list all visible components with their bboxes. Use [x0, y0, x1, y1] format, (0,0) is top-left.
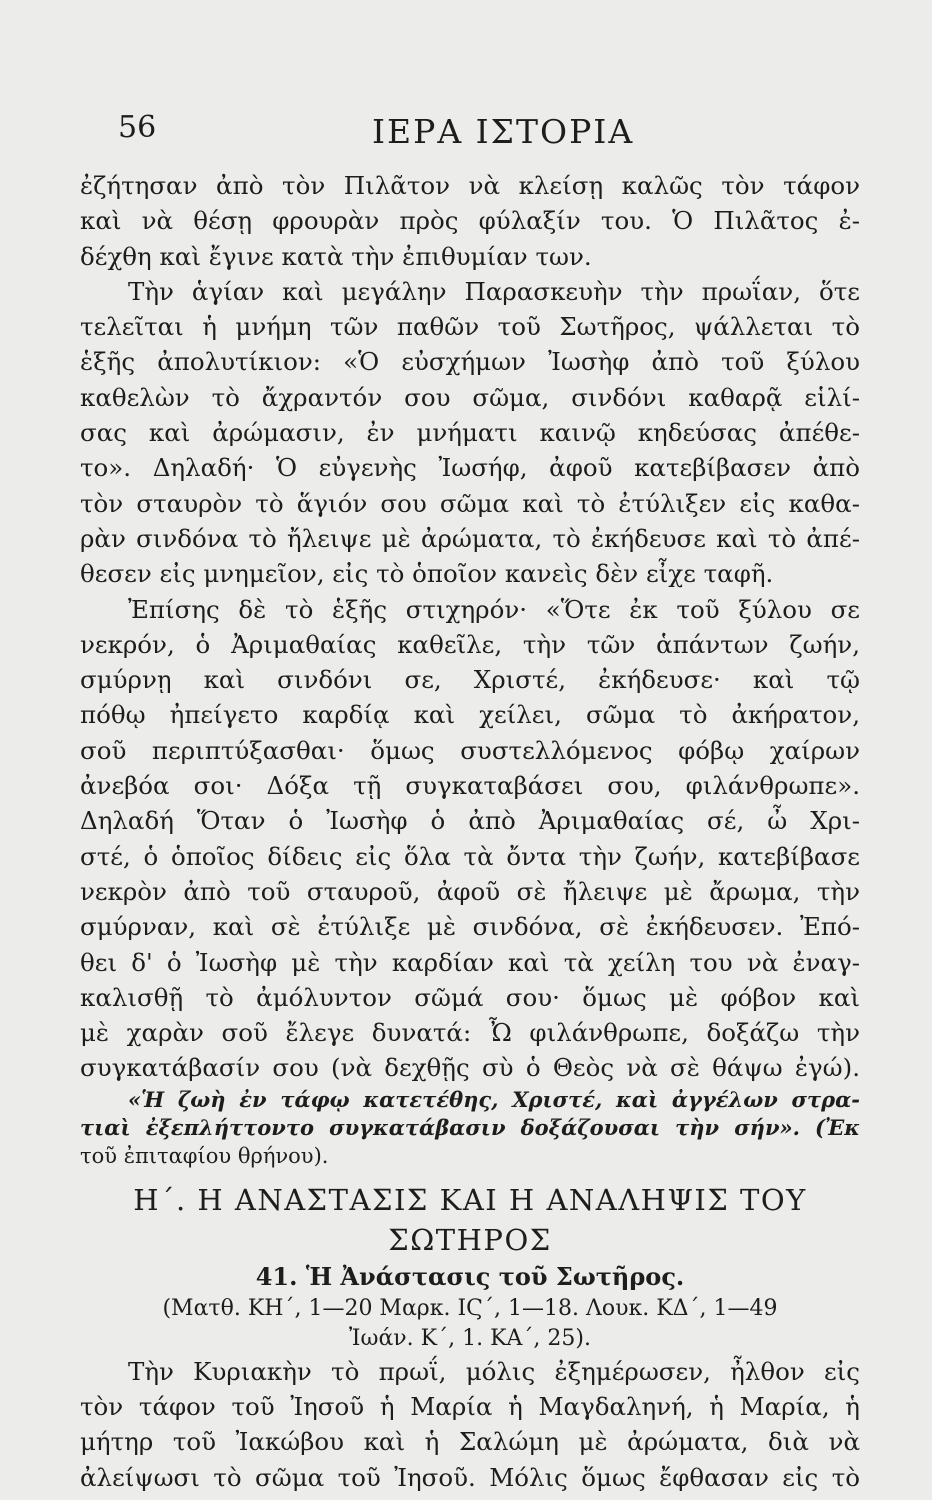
text-line: τελεῖται ἡ μνήμη τῶν παθῶν τοῦ Σωτῆρος, ψάλλεται τὸ: [80, 312, 860, 342]
section-title-continued: ΣΩΤΗΡΟΣ: [388, 1222, 552, 1257]
quote-line: τιαὶ ἐξεπλήττοντο συγκατάβασιν δοξάζουσαι τὴν σήν». (Ἐκ: [80, 1114, 860, 1140]
text-line: τὸν τάφον τοῦ Ἰησοῦ ἡ Μαρία ἡ Μαγδαληνή, ἡ Μαρία, ἡ: [80, 1392, 860, 1422]
text-line: πόθῳ ἠπείγετο καρδίᾳ καὶ χείλει, σῶμα τὸ ἀκήρατον,: [80, 700, 860, 730]
text-line: Δηλαδή Ὅταν ὁ Ἰωσὴφ ὁ ἀπὸ Ἀριμαθαίας σέ, ὦ Χρι-: [80, 806, 860, 836]
text-line: νεκρόν, ὁ Ἀριμαθαίας καθεῖλε, τὴν τῶν ἁπάντων ζωήν,: [80, 629, 860, 659]
text-line: τὸν σταυρὸν τὸ ἅγιόν σου σῶμα καὶ τὸ ἐτύλιξεν εἰς καθα-: [80, 488, 860, 518]
text-line: σας καὶ ἀρώμασιν, ἐν μνήματι καινῷ κηδεύσας ἀπέθε-: [80, 418, 860, 448]
text-line: ἀλείψωσι τὸ σῶμα τοῦ Ἰησοῦ. Μόλις ὅμως ἔφθασαν εἰς τὸ: [80, 1462, 860, 1492]
text-line: ἀνεβόα σοι· Δόξα τῇ συγκαταβάσει σου, φιλάνθρωπε».: [80, 771, 860, 801]
paragraph-start-line: Ἐπίσης δὲ τὸ ἑξῆς στιχηρόν· «Ὅτε ἐκ τοῦ ξύλου σε: [128, 594, 860, 624]
running-title: ΙΕΡΑ ΙΣΤΟΡΙΑ: [372, 112, 635, 151]
quote-source: τοῦ ἐπιταφίου θρήνου).: [80, 1143, 329, 1168]
page-body: [80, 168, 860, 1495]
text-line: στέ, ὁ ὁποῖος δίδεις εἰς ὅλα τὰ ὄντα τὴν ζωήν, κατεβίβασε: [80, 841, 860, 871]
chapter-subtitle: 41. Ἡ Ἀνάστασις τοῦ Σωτῆρος.: [255, 1261, 685, 1291]
text-line: συγκατάβασίν σου (νὰ δεχθῇς σὺ ὁ Θεὸς νὰ σὲ θάψω ἐγώ).: [80, 1053, 860, 1083]
text-line: καθελὼν τὸ ἄχραντόν σου σῶμα, σινδόνι καθαρᾷ εἱλί-: [80, 382, 860, 412]
text-line: μὲ χαρὰν σοῦ ἔλεγε δυνατά: Ὦ φιλάνθρωπε, δοξάζω τὴν: [80, 1018, 860, 1048]
page-header: [0, 108, 932, 158]
text-line: θεσεν εἰς μνημεῖον, εἰς τὸ ὁποῖον κανεὶς δὲν εἶχε ταφῆ.: [80, 559, 774, 589]
paragraph-start-line: Τὴν Κυριακὴν τὸ πρωΐ, μόλις ἐξημέρωσεν, ἦλθον εἰς: [128, 1356, 860, 1386]
scripture-reference: (Ματθ. ΚΗ΄, 1—20 Μαρκ. ΙϚ΄, 1—18. Λουκ. ΚΔ΄, 1—49: [162, 1295, 778, 1321]
paragraph-start-line: Τὴν ἁγίαν καὶ μεγάλην Παρασκευὴν τὴν πρωΐαν, ὅτε: [128, 276, 860, 306]
text-line: σμύρναν, καὶ σὲ ἐτύλιξε μὲ σινδόνα, σὲ ἐκήδευσεν. Ἐπό-: [80, 912, 860, 942]
text-line: ρὰν σινδόνα τὸ ἤλειψε μὲ ἀρώματα, τὸ ἐκήδευσε καὶ τὸ ἀπέ-: [80, 523, 860, 553]
text-line: σοῦ περιπτύξασθαι· ὅμως συστελλόμενος φόβῳ χαίρων: [80, 735, 860, 765]
page-number: 56: [118, 110, 157, 145]
text-line: μήτηρ τοῦ Ἰακώβου καὶ ἡ Σαλώμη μὲ ἀρώματα, διὰ νὰ: [80, 1427, 860, 1457]
text-line: δέχθη καὶ ἔγινε κατὰ τὴν ἐπιθυμίαν των.: [80, 241, 592, 271]
text-line: θει δ' ὁ Ἰωσὴφ μὲ τὴν καρδίαν καὶ τὰ χείλη του νὰ ἐναγ-: [80, 947, 860, 977]
text-line: νεκρὸν ἀπὸ τοῦ σταυροῦ, ἀφοῦ σὲ ἤλειψε μὲ ἄρωμα, τὴν: [80, 876, 860, 906]
text-line: ἐζήτησαν ἀπὸ τὸν Πιλᾶτον νὰ κλείσῃ καλῶς τὸν τάφον: [80, 171, 860, 200]
text-line: το». Δηλαδή· Ὁ εὐγενὴς Ἰωσήφ, ἀφοῦ κατεβίβασεν ἀπὸ: [80, 453, 860, 483]
text-line: ἑξῆς ἀπολυτίκιον: «Ὁ εὐσχήμων Ἰωσὴφ ἀπὸ τοῦ ξύλου: [80, 347, 860, 377]
spacer: [80, 1170, 860, 1180]
text-line: καλισθῇ τὸ ἀμόλυντον σῶμά σου· ὅμως μὲ φόβον καὶ: [80, 982, 860, 1012]
section-title: Η΄. Η ΑΝΑΣΤΑΣΙΣ ΚΑΙ Η ΑΝΑΛΗΨΙΣ ΤΟΥ: [133, 1182, 807, 1217]
quote-line: «Ἡ ζωὴ ἐν τάφῳ κατετέθης, Χριστέ, καὶ ἀγγέλων στρα-: [128, 1086, 860, 1112]
text-line: σμύρνῃ καὶ σινδόνι σε, Χριστέ, ἐκήδευσε· καὶ τῷ: [80, 665, 860, 695]
scripture-reference-continued: Ἰωάν. Κ΄, 1. ΚΑ΄, 25).: [349, 1325, 591, 1351]
text-line: καὶ νὰ θέσῃ φρουρὰν πρὸς φύλαξίν του. Ὁ Πιλᾶτος ἐ-: [80, 206, 860, 236]
